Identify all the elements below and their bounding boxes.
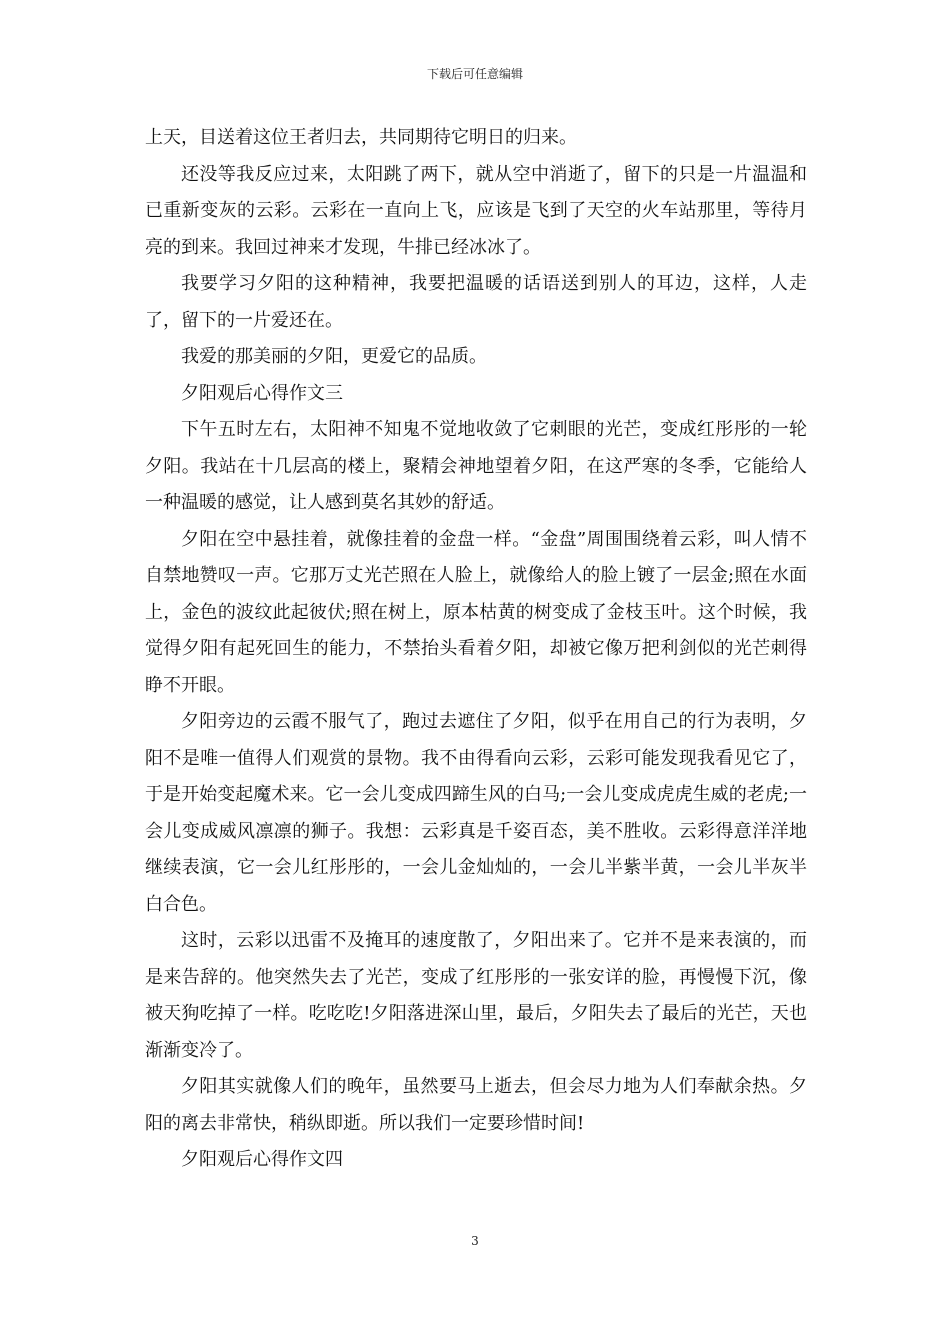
paragraph: 这时，云彩以迅雷不及掩耳的速度散了，夕阳出来了。它并不是来表演的，而是来告辞的。他突然失去了光芒，变成了红彤彤的一张安详的脸，再慢慢下沉，像被天狗吃掉了一样。吃吃吃!夕阳落进深山里，最后，夕阳失去了最后的光芒，天也渐渐变冷了。 xyxy=(145,930,807,1061)
paragraph: 我爱的那美丽的夕阳，更爱它的品质。 xyxy=(181,346,487,367)
paragraph: 下午五时左右，太阳神不知鬼不觉地收敛了它刺眼的光芒，变成红彤彤的一轮夕阳。我站在十几层高的楼上，聚精会神地望着夕阳，在这严寒的冬季，它能给人一种温暖的感觉，让人感到莫名其妙的舒适。 xyxy=(145,419,807,513)
page-number: 3 xyxy=(471,1234,479,1248)
paragraph: 还没等我反应过来，太阳跳了两下，就从空中消逝了，留下的只是一片温温和已重新变灰的云彩。云彩在一直向上飞，应该是飞到了天空的火车站那里，等待月亮的到来。我回过神来才发现，牛排已经冰冰了。 xyxy=(145,163,807,258)
body-text xyxy=(145,120,807,1179)
paragraph: 夕阳其实就像人们的晚年，虽然要马上逝去，但会尽力地为人们奉献余热。夕阳的离去非常快，稍纵即逝。所以我们一定要珍惜时间! xyxy=(145,1076,807,1134)
paragraph: 夕阳旁边的云霞不服气了，跑过去遮住了夕阳，似乎在用自己的行为表明，夕阳不是唯一值得人们观赏的景物。我不由得看向云彩，云彩可能发现我看见它了，于是开始变起魔术来。它一会儿变成四蹄生风的白马;一会儿变成虎虎生威的老虎;一会儿变成威风凛凛的狮子。我想：云彩真是千姿百态，美不胜收。云彩得意洋洋地继续表演，它一会儿红彤彤的，一会儿金灿灿的，一会儿半紫半黄，一会儿半灰半白合色。 xyxy=(145,711,807,915)
paragraph: 夕阳在空中悬挂着，就像挂着的金盘一样。“金盘”周围围绕着云彩，叫人情不自禁地赞叹一声。它那万丈光芒照在人脸上，就像给人的脸上镀了一层金;照在水面上，金色的波纹此起彼伏;照在树上，原本枯黄的树变成了金枝玉叶。这个时候，我觉得夕阳有起死回生的能力，不禁抬头看着夕阳，却被它像万把利剑似的光芒刺得睁不开眼。 xyxy=(145,528,807,696)
section-heading: 夕阳观后心得作文四 xyxy=(181,1149,343,1170)
paragraph: 我要学习夕阳的这种精神，我要把温暖的话语送到别人的耳边，这样，人走了，留下的一片爱还在。 xyxy=(145,273,807,331)
paragraph-continuation: 上天，目送着这位王者归去，共同期待它明日的归来。 xyxy=(145,127,577,148)
section-heading: 夕阳观后心得作文三 xyxy=(181,382,343,404)
page-header: 下载后可任意编辑 xyxy=(426,67,523,81)
